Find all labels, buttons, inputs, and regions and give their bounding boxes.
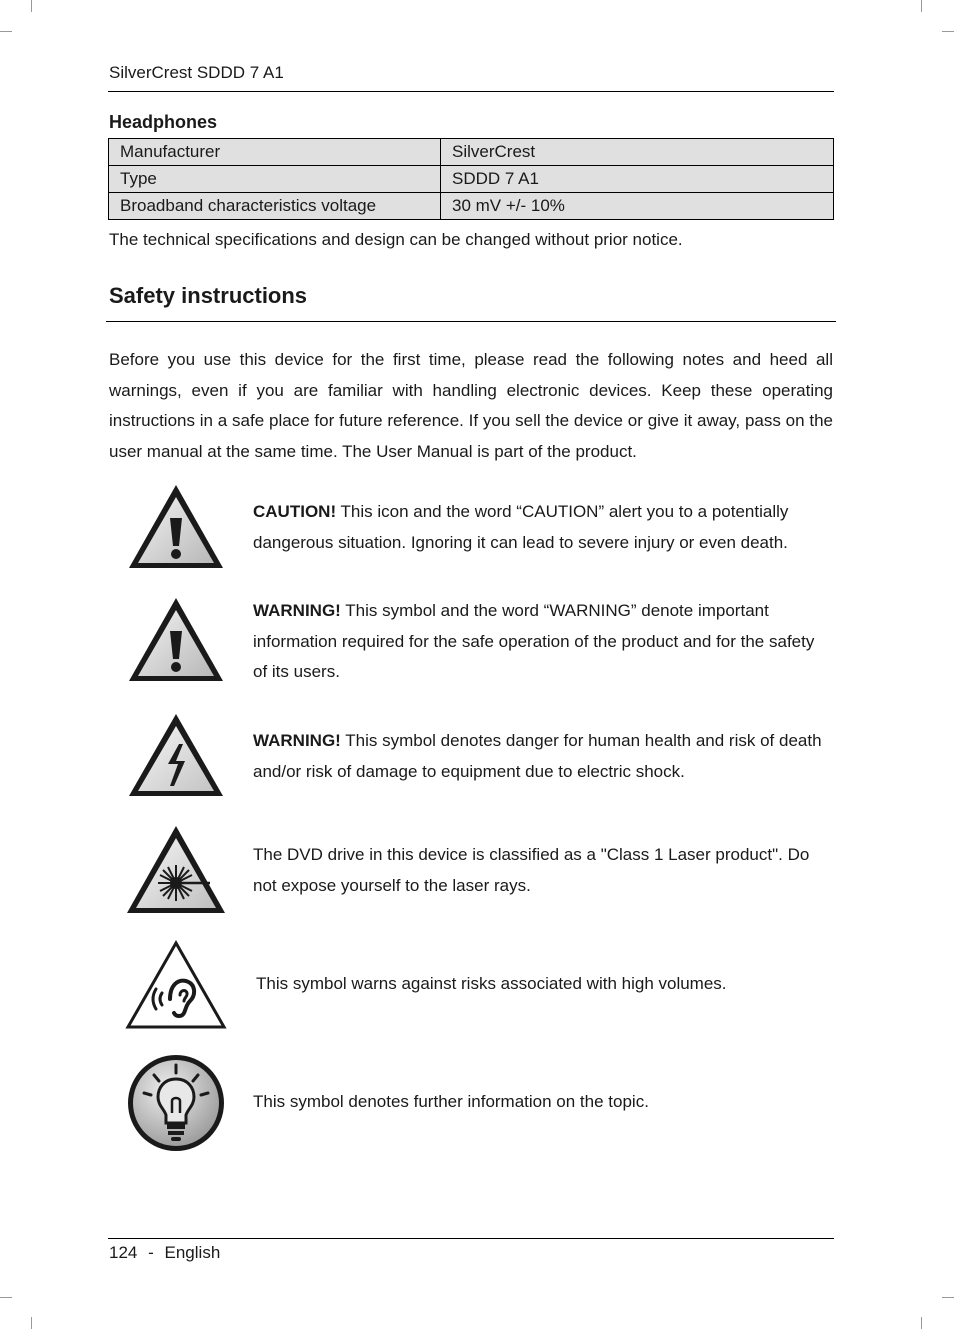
warning-text: This symbol and the word “WARNING” denote important information required for the safe operation of the product and for the safety of its users. [253, 601, 815, 681]
safety-intro-paragraph: Before you use this device for the first time, please read the following notes and heed all warnings, even if you are familiar with handling electronic devices. Keep these operating instructions in a safe place for future reference. If you sell the device or give it away, pass on the user manual at the same time. The User Manual is part of the product. [109, 350, 833, 461]
hearing-text: This symbol warns against risks associated with high volumes. [256, 974, 727, 993]
crop-mark [0, 1297, 12, 1298]
caution-description [253, 497, 833, 558]
headphones-spec-table [108, 138, 834, 220]
electric-shock-text: This symbol denotes danger for human health and risk of death and/or risk of damage to equipment due to electric shock. [253, 731, 822, 781]
electric-shock-description [253, 726, 833, 787]
hearing-description [256, 969, 836, 1000]
footer-language: English [164, 1243, 221, 1262]
table-row [109, 193, 834, 220]
header-divider [108, 91, 834, 92]
footer-divider [108, 1238, 834, 1239]
warning-description [253, 596, 833, 688]
laser-icon [124, 819, 228, 919]
spec-value: 30 mV +/- 10% [441, 193, 834, 220]
page-number: 124 [109, 1243, 138, 1262]
spec-value: SDDD 7 A1 [441, 166, 834, 193]
electric-shock-icon [124, 706, 228, 806]
headphones-heading: Headphones [109, 112, 218, 132]
crop-mark [31, 0, 32, 12]
safety-heading-divider [106, 321, 836, 322]
caution-triangle-icon [124, 478, 228, 578]
hearing-icon [124, 937, 228, 1037]
warning-lead: WARNING! [253, 601, 341, 620]
electric-shock-lead: WARNING! [253, 731, 341, 750]
warning-triangle-icon [124, 591, 228, 691]
crop-mark [31, 1317, 32, 1329]
spec-label: Manufacturer [109, 139, 441, 166]
crop-mark [942, 1297, 954, 1298]
safety-heading: Safety instructions [109, 283, 308, 308]
caution-text: This icon and the word “CAUTION” alert you to a potentially dangerous situation. Ignoring it can lead to severe injury or even death. [253, 502, 789, 552]
footer-separator: - [148, 1243, 154, 1262]
laser-text: The DVD drive in this device is classified as a "Class 1 Laser product". Do not expose yourself to the laser rays. [253, 845, 810, 895]
crop-mark [921, 0, 922, 12]
lightbulb-description [253, 1087, 833, 1118]
spec-change-notice: The technical specifications and design can be changed without prior notice. [109, 230, 683, 249]
caution-lead: CAUTION! [253, 502, 337, 521]
page-footer [109, 1243, 220, 1263]
crop-mark [921, 1317, 922, 1329]
crop-mark [0, 31, 12, 32]
table-row [109, 166, 834, 193]
spec-value: SilverCrest [441, 139, 834, 166]
lightbulb-text: This symbol denotes further information on the topic. [253, 1092, 649, 1111]
table-row [109, 139, 834, 166]
running-header: SilverCrest SDDD 7 A1 [109, 63, 284, 82]
crop-mark [942, 31, 954, 32]
spec-label: Broadband characteristics voltage [109, 193, 441, 220]
laser-description [253, 840, 833, 901]
lightbulb-icon [124, 1053, 228, 1153]
spec-label: Type [109, 166, 441, 193]
